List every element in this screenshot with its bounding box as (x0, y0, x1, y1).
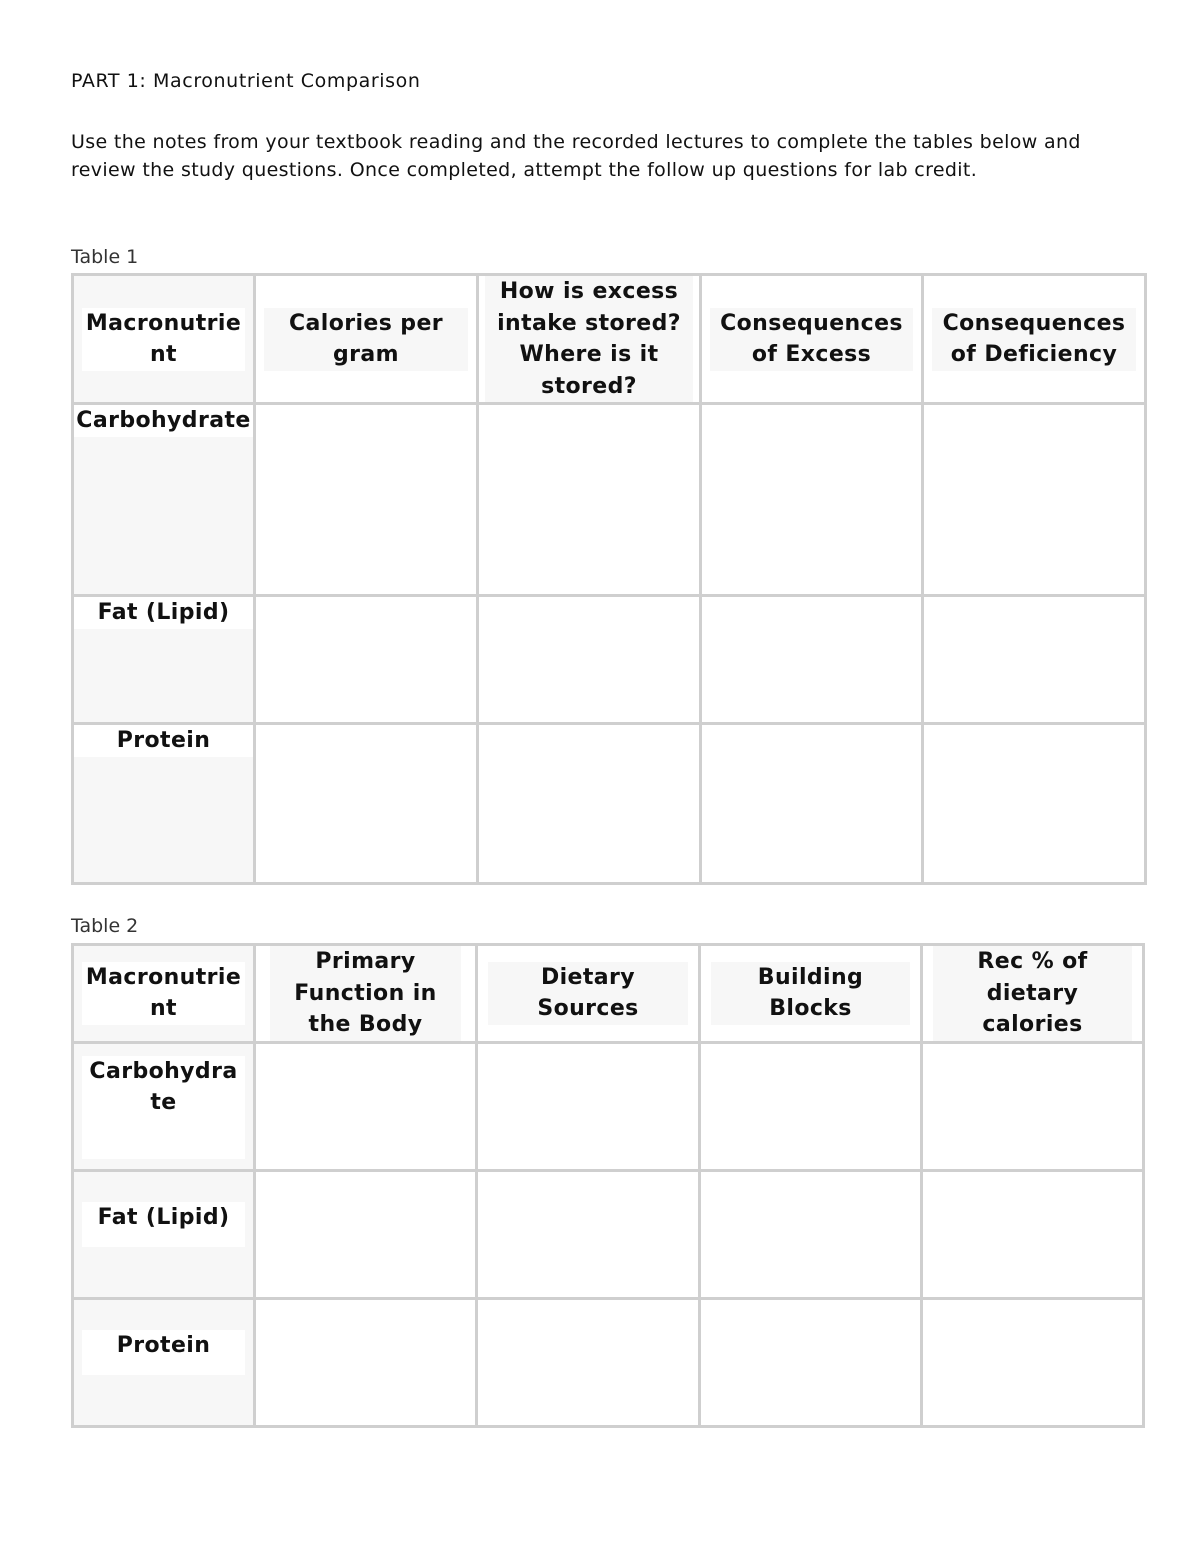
table1-header-excess (701, 275, 923, 404)
table1-caption: Table 1 (71, 246, 139, 268)
table2-header-function (255, 945, 477, 1043)
row-label-cell (73, 1170, 255, 1298)
row-label: Fat (Lipid) (74, 597, 253, 629)
header-label: Building Blocks (711, 962, 910, 1025)
table1 (71, 273, 1147, 885)
table2-header-sources (477, 945, 700, 1043)
answer-cell[interactable] (255, 404, 478, 596)
answer-cell[interactable] (922, 1170, 1144, 1298)
row-label: Protein (74, 725, 253, 757)
answer-cell[interactable] (701, 404, 923, 596)
row-label-cell (73, 1042, 255, 1170)
answer-cell[interactable] (255, 1298, 477, 1426)
table2-header-macronutrient (73, 945, 255, 1043)
row-label: Carbohydrate (74, 405, 253, 437)
answer-cell[interactable] (477, 1298, 700, 1426)
header-label: Consequences of Excess (710, 308, 913, 371)
row-label: Protein (82, 1330, 245, 1376)
table2-header-rec-percent (922, 945, 1144, 1043)
header-label: Calories per gram (264, 308, 468, 371)
answer-cell[interactable] (255, 1042, 477, 1170)
answer-cell[interactable] (922, 1298, 1144, 1426)
answer-cell[interactable] (478, 724, 701, 884)
header-label: Primary Function in the Body (270, 946, 461, 1041)
table2-header-building-blocks (700, 945, 922, 1043)
table-row (73, 596, 1146, 724)
table-row (73, 404, 1146, 596)
answer-cell[interactable] (255, 1170, 477, 1298)
table1-header-row (73, 275, 1146, 404)
row-label-cell (73, 1298, 255, 1426)
header-label: Dietary Sources (488, 962, 688, 1025)
header-label: Macronutrient (82, 962, 245, 1025)
header-label: Rec % of dietary calories (933, 946, 1132, 1041)
table1-header-calories (255, 275, 478, 404)
page-heading: PART 1: Macronutrient Comparison (71, 70, 421, 92)
row-label: Carbohydrate (82, 1056, 245, 1159)
table-row (73, 1298, 1144, 1426)
table2-header-row (73, 945, 1144, 1043)
row-label: Fat (Lipid) (82, 1202, 245, 1248)
header-label: How is excess intake stored? Where is it stored? (485, 276, 693, 402)
table1-header-deficiency (923, 275, 1146, 404)
table1-header-macronutrient (73, 275, 255, 404)
answer-cell[interactable] (477, 1170, 700, 1298)
answer-cell[interactable] (255, 596, 478, 724)
answer-cell[interactable] (478, 596, 701, 724)
table-row (73, 724, 1146, 884)
table-row (73, 1170, 1144, 1298)
table-row (73, 1042, 1144, 1170)
answer-cell[interactable] (478, 404, 701, 596)
answer-cell[interactable] (700, 1298, 922, 1426)
table2-caption: Table 2 (71, 915, 139, 937)
table2 (71, 943, 1145, 1428)
answer-cell[interactable] (923, 404, 1146, 596)
header-label: Consequences of Deficiency (932, 308, 1136, 371)
answer-cell[interactable] (700, 1042, 922, 1170)
answer-cell[interactable] (701, 724, 923, 884)
answer-cell[interactable] (700, 1170, 922, 1298)
row-label-cell (73, 724, 255, 884)
answer-cell[interactable] (477, 1042, 700, 1170)
answer-cell[interactable] (922, 1042, 1144, 1170)
row-label-cell (73, 596, 255, 724)
header-label: Macronutrient (82, 308, 245, 371)
intro-paragraph: Use the notes from your textbook reading and the recorded lectures to complete the tables below and review the study questions. Once completed, attempt the follow up questions for lab credit. (71, 131, 1081, 181)
row-label-cell (73, 404, 255, 596)
table1-header-storage (478, 275, 701, 404)
answer-cell[interactable] (923, 724, 1146, 884)
answer-cell[interactable] (255, 724, 478, 884)
answer-cell[interactable] (923, 596, 1146, 724)
answer-cell[interactable] (701, 596, 923, 724)
